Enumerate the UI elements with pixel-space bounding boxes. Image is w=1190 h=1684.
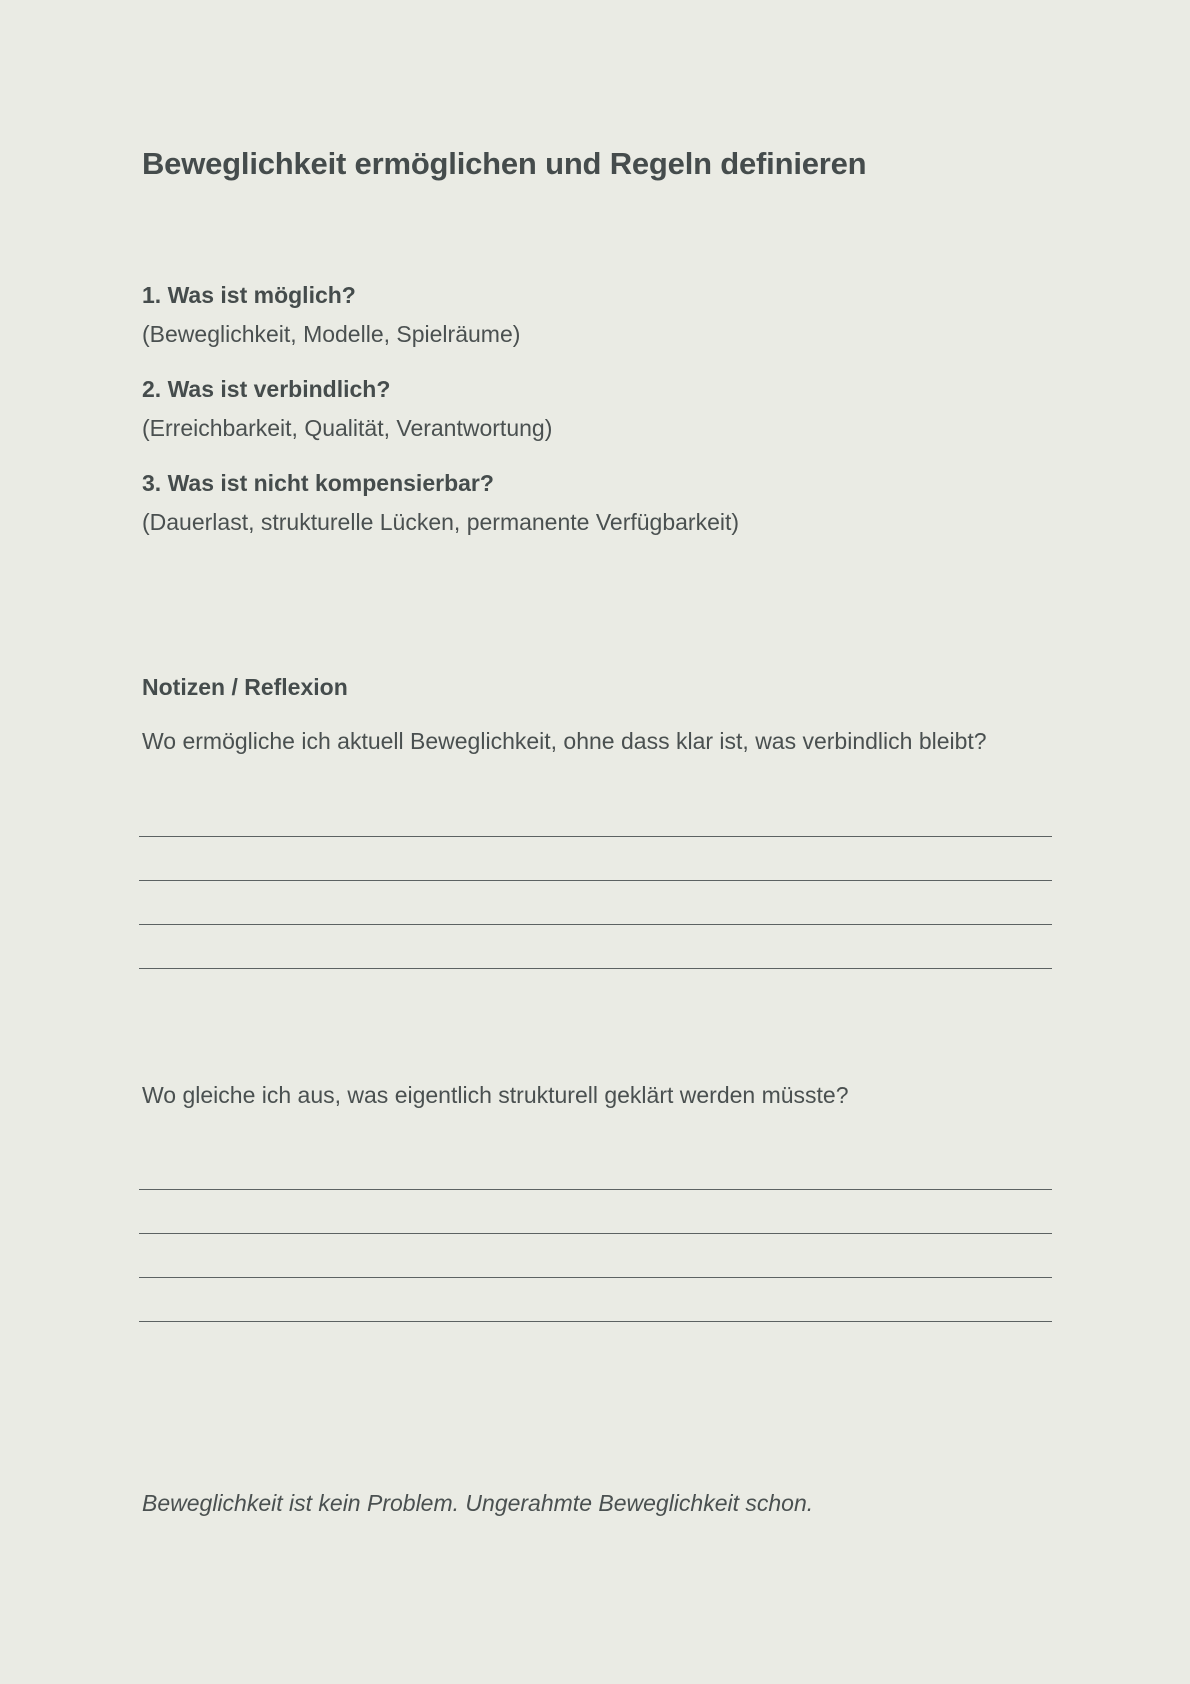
- writing-line[interactable]: [139, 1233, 1052, 1234]
- question-3-heading: 3. Was ist nicht kompensierbar?: [142, 470, 494, 496]
- reflection-prompt-1: Wo ermögliche ich aktuell Beweglichkeit, ohne dass klar ist, was verbindlich bleibt?: [142, 728, 987, 754]
- writing-line[interactable]: [139, 1277, 1052, 1278]
- writing-line[interactable]: [139, 1321, 1052, 1322]
- writing-line[interactable]: [139, 968, 1052, 969]
- writing-line[interactable]: [139, 1189, 1052, 1190]
- closing-statement: Beweglichkeit ist kein Problem. Ungerahmte Beweglichkeit schon.: [142, 1490, 814, 1516]
- writing-line[interactable]: [139, 924, 1052, 925]
- page-title: Beweglichkeit ermöglichen und Regeln definieren: [142, 146, 867, 181]
- reflection-prompt-2: Wo gleiche ich aus, was eigentlich strukturell geklärt werden müsste?: [142, 1082, 849, 1108]
- question-1-detail: (Beweglichkeit, Modelle, Spielräume): [142, 321, 521, 347]
- question-1-heading: 1. Was ist möglich?: [142, 282, 356, 308]
- writing-line[interactable]: [139, 880, 1052, 881]
- question-3-detail: (Dauerlast, strukturelle Lücken, permanente Verfügbarkeit): [142, 509, 740, 535]
- writing-line[interactable]: [139, 836, 1052, 837]
- notes-heading: Notizen / Reflexion: [142, 674, 348, 700]
- question-2-heading: 2. Was ist verbindlich?: [142, 376, 391, 402]
- question-2-detail: (Erreichbarkeit, Qualität, Verantwortung): [142, 415, 553, 441]
